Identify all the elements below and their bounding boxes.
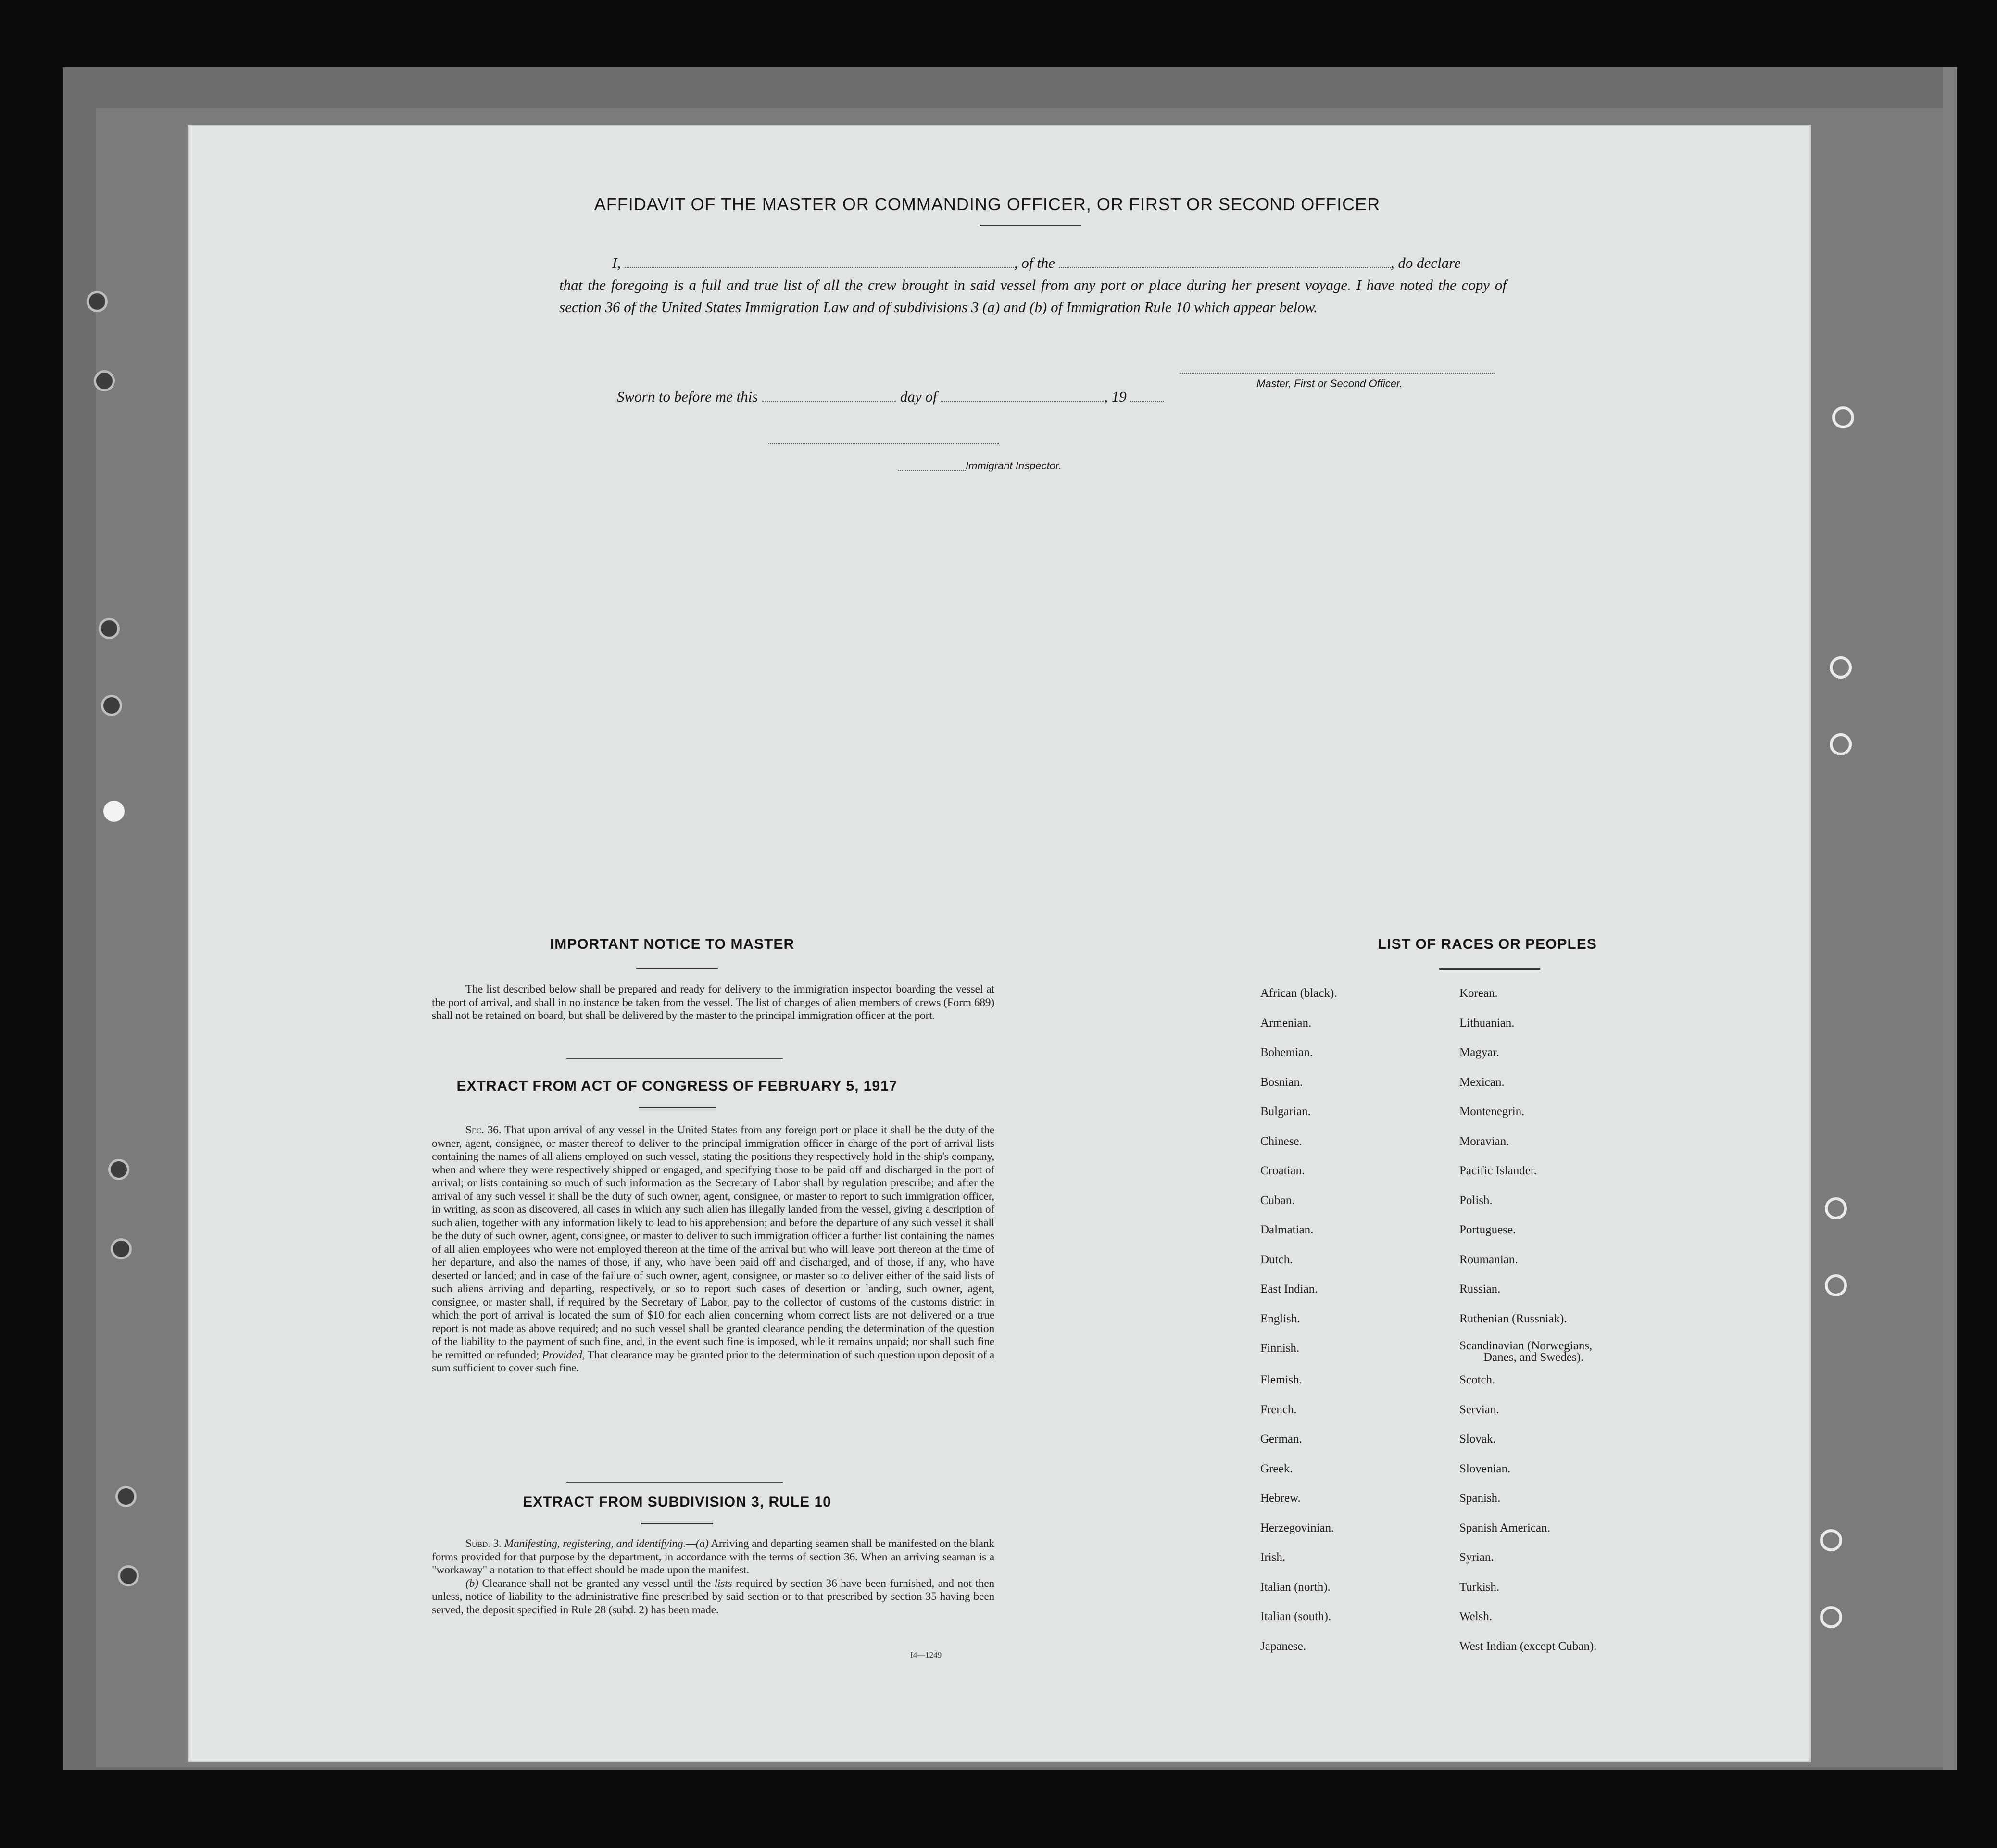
binder-hole	[1832, 406, 1854, 428]
rule-text	[432, 1537, 994, 1617]
sworn-year: , 19	[1104, 388, 1127, 405]
race-item: Japanese.	[1260, 1640, 1306, 1653]
binder-hole	[118, 1565, 139, 1586]
race-item: Slovak.	[1459, 1433, 1496, 1446]
race-item: Hebrew.	[1260, 1492, 1301, 1505]
race-item: Finnish.	[1260, 1342, 1300, 1355]
affidavit-text	[559, 252, 1507, 318]
race-item: Croatian.	[1260, 1164, 1305, 1177]
race-item: Servian.	[1459, 1403, 1499, 1416]
race-item: Ruthenian (Russniak).	[1459, 1312, 1567, 1325]
affidavit-body: that the foregoing is a full and true list of all the crew brought in said vessel from any port or place during her present voyage. I have noted the copy of section 36 of the United States Immigration Law and of subdivisions 3 (a) and (b) of Immigration Rule 10 which appear below.	[559, 277, 1507, 315]
race-item: Moravian.	[1459, 1134, 1509, 1148]
act-divider	[566, 1482, 783, 1483]
race-item: Welsh.	[1459, 1610, 1493, 1623]
binder-hole	[1830, 656, 1852, 679]
race-item: Magyar.	[1459, 1046, 1499, 1059]
notice-divider	[566, 1058, 783, 1059]
race-item: English.	[1260, 1312, 1300, 1325]
act-body-end: That clearance may be granted prior to the determination of such question upon deposit of a sum sufficient to cover such fine.	[432, 1348, 994, 1374]
subd-text-b2: required by section 36 have been furnished, and not then unless, notice of liability to the administrative fine prescribed by said section or to that prescribed by section 35 having been served, the deposit specified in Rule 28 (subd. 2) has been made.	[432, 1577, 994, 1616]
sworn-line	[617, 388, 1164, 405]
race-item: Mexican.	[1459, 1075, 1505, 1089]
master-label: Master, First or Second Officer.	[1256, 377, 1403, 390]
race-item: East Indian.	[1260, 1282, 1318, 1295]
race-item: Dalmatian.	[1260, 1223, 1314, 1236]
race-item: African (black).	[1260, 987, 1337, 1000]
master-signature-line	[1180, 373, 1495, 374]
notice-title: IMPORTANT NOTICE TO MASTER	[550, 936, 795, 952]
notice-text	[432, 983, 994, 1023]
act-title: EXTRACT FROM ACT OF CONGRESS OF FEBRUARY 5, 1917	[456, 1078, 898, 1094]
race-item: Syrian.	[1459, 1551, 1494, 1564]
race-item: Armenian.	[1260, 1016, 1312, 1030]
binder-hole	[103, 801, 125, 822]
sworn-prefix: Sworn to before me this	[617, 388, 758, 405]
inspector-signature-line-2	[898, 470, 966, 471]
race-item: Dutch.	[1260, 1253, 1293, 1266]
race-item: Russian.	[1459, 1282, 1501, 1295]
race-item: Polish.	[1459, 1194, 1493, 1207]
race-item: Turkish.	[1459, 1581, 1500, 1594]
binder-hole	[1830, 733, 1852, 755]
race-item: Bosnian.	[1260, 1075, 1303, 1089]
race-item: Bulgarian.	[1260, 1105, 1311, 1118]
subd-label: Subd. 3.	[465, 1537, 502, 1550]
binder-hole	[87, 291, 108, 312]
rule-title: EXTRACT FROM SUBDIVISION 3, RULE 10	[523, 1494, 831, 1510]
race-item: Bohemian.	[1260, 1046, 1313, 1059]
race-item: Spanish.	[1459, 1492, 1501, 1505]
binder-hole	[94, 370, 115, 391]
race-item: Herzegovinian.	[1260, 1521, 1334, 1534]
race-item: Roumanian.	[1459, 1253, 1518, 1266]
race-item: Irish.	[1260, 1551, 1286, 1564]
race-item: Cuban.	[1260, 1194, 1295, 1207]
notice-paragraph: The list described below shall be prepared and ready for delivery to the immigration inspector boarding the vessel at the port of arrival, and shall in no instance be taken from the vessel. The list of changes of alien members of crews (Form 689) shall not be retained on board, but shall be delivered by the master to the principal immigration officer at the port.	[432, 983, 994, 1022]
month-blank	[941, 401, 1104, 402]
rule-title-rule	[641, 1523, 713, 1524]
subd-text-b1: Clearance shall not be granted any vessel until the	[482, 1577, 711, 1590]
race-item: Montenegrin.	[1459, 1105, 1525, 1118]
affidavit-declare: , do declare	[1390, 254, 1461, 271]
sworn-day-of: day of	[900, 388, 937, 405]
races-title: LIST OF RACES OR PEOPLES	[1378, 936, 1597, 952]
inspector-signature-line	[768, 443, 999, 444]
affidavit-line1	[559, 252, 1507, 274]
race-item: Lithuanian.	[1459, 1016, 1515, 1030]
year-blank	[1130, 401, 1164, 402]
race-item: French.	[1260, 1403, 1297, 1416]
act-text	[432, 1124, 994, 1375]
race-item: West Indian (except Cuban).	[1459, 1640, 1597, 1653]
notice-rule	[636, 968, 718, 969]
provided-label: Provided,	[541, 1348, 585, 1361]
affidavit-title: AFFIDAVIT OF THE MASTER OR COMMANDING OFFICER, OR FIRST OR SECOND OFFICER	[594, 194, 1381, 214]
lists-word: lists	[714, 1577, 732, 1590]
race-item: Korean.	[1459, 987, 1498, 1000]
inspector-label: Immigrant Inspector.	[966, 460, 1062, 472]
act-rule	[639, 1107, 716, 1108]
binder-hole	[111, 1238, 132, 1259]
subd-text-a: Arriving and departing seamen shall be manifested on the blank forms provided for that purpose by the department, in accordance with the terms of section 36. When an arriving seaman is a "workaway" a notation to that effect should be made upon the manifest.	[432, 1537, 994, 1576]
binder-hole	[115, 1486, 137, 1507]
subd-heading: Manifesting, registering, and identifying.—(a)	[504, 1537, 709, 1550]
affidavit-of-the: , of the	[1014, 254, 1055, 271]
title-rule	[980, 225, 1081, 226]
act-body: That upon arrival of any vessel in the United States from any foreign port or place it shall be the duty of the owner, agent, consignee, or master thereof to deliver to the principal immigration officer in charge of the port of arrival lists containing the names of all aliens employed on such vessel, stating the positions they respectively hold in the ship's company, when and where they were respectively shipped or engaged, and specifying those to be paid off and discharged in the port of arrival; or lists containing so much of such information as the Secretary of Labor shall by regulation prescribe; and after the arrival of any such vessel it shall be the duty of such owner, agent, consignee, or master to report to such immigration officer, in writing, as soon as discovered, all cases in which any such alien has illegally landed from the vessel, giving a description of such alien, together with any information likely to lead to his apprehension; and before the departure of any such vessel it shall be the duty of such owner, agent, consignee, or master to deliver to such immigration officer a further list containing the names of all alien employees who were not employed thereon at the time of the arrival but who will leave port thereon at the time of her departure, and also the names of those, if any, who have been paid off and discharged, and of those, if any, who have deserted or landed; and in case of the failure of such owner, agent, consignee, or master so to deliver either of the said lists of such aliens arriving and departing, respectively, or so to report such cases of desertion or landing, such owner, agent, consignee, or master shall, if required by the Secretary of Labor, pay to the collector of customs of the customs district in which the port of arrival is located the sum of $10 for each alien concerning whom correct lists are not delivered or a true report is not made as above required; and no such vessel shall be granted clearance pending the determination of the question of the liability to the payment of such fine, and, in the event such fine is imposed, while it remains unpaid; nor shall such fine be remitted or refunded;	[432, 1124, 994, 1361]
vessel-blank	[1059, 267, 1391, 268]
race-item: Scotch.	[1459, 1373, 1495, 1386]
binder-hole	[1820, 1606, 1842, 1628]
race-item: Danes, and Swedes).	[1483, 1351, 1584, 1364]
subd-b-label: (b)	[465, 1577, 478, 1590]
race-item: Greek.	[1260, 1462, 1293, 1475]
race-item: Spanish American.	[1459, 1521, 1550, 1534]
binder-hole	[1825, 1197, 1847, 1219]
sec-label: Sec. 36.	[465, 1124, 502, 1136]
binder-hole	[108, 1159, 129, 1180]
binder-hole	[1820, 1529, 1842, 1551]
name-blank	[625, 267, 1014, 268]
race-item: German.	[1260, 1433, 1302, 1446]
race-item: Flemish.	[1260, 1373, 1302, 1386]
race-item: Slovenian.	[1459, 1462, 1511, 1475]
race-item: Pacific Islander.	[1459, 1164, 1537, 1177]
binder-hole	[99, 618, 120, 639]
form-sheet	[189, 126, 1809, 1761]
races-rule	[1439, 968, 1540, 970]
binder-hole	[101, 695, 122, 716]
binder-hole	[1825, 1274, 1847, 1296]
affidavit-i: I,	[612, 254, 621, 271]
race-item: Scandinavian (Norwegians,	[1459, 1339, 1593, 1352]
race-item: Italian (south).	[1260, 1610, 1331, 1623]
race-item: Italian (north).	[1260, 1581, 1331, 1594]
race-item: Portuguese.	[1459, 1223, 1516, 1236]
day-blank	[762, 401, 896, 402]
race-item: Chinese.	[1260, 1134, 1302, 1148]
form-number: I4—1249	[910, 1650, 942, 1659]
